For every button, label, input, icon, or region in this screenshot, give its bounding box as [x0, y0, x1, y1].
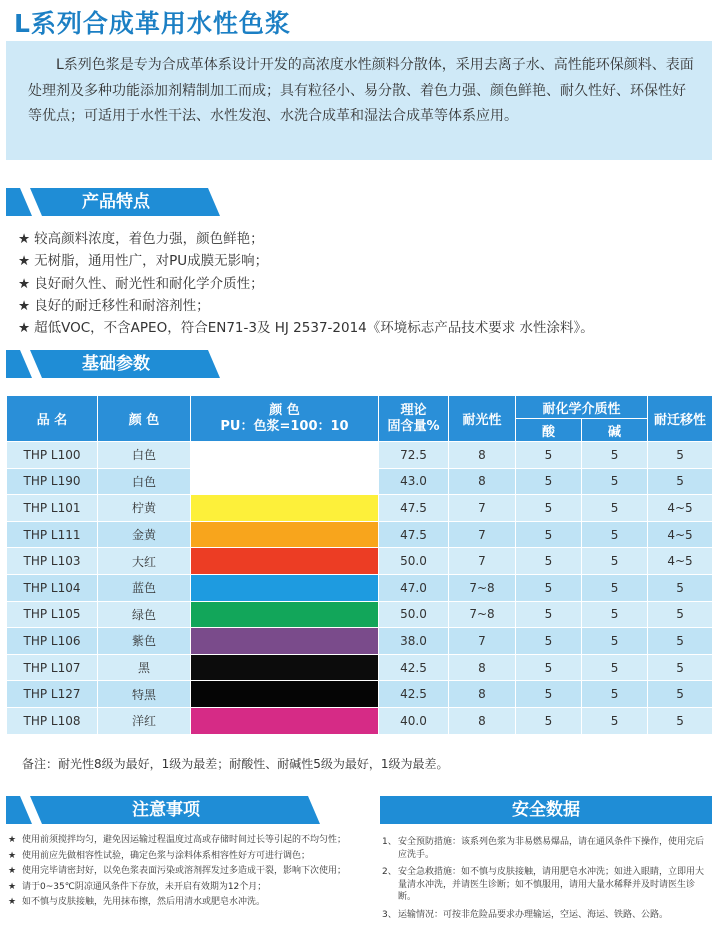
header-acid: 酸 [516, 419, 582, 442]
intro-paragraph: L系列色浆是专为合成革体系设计开发的高浓度水性颜料分散体，采用去离子水、高性能环保颜料、表面处理剂及多种功能添加剂精制加工而成；具有粒径小、易分散、着色力强、颜色鲜艳、耐久性好、环保性好等优点；可适用于水性干法、水性发泡、水洗合成革和湿法合成革等体系应用。 [6, 41, 712, 160]
cell-swatch [191, 468, 379, 495]
cell-acid: 5 [516, 654, 582, 681]
cell-migration: 5 [648, 681, 713, 708]
header-solid: 理论 固含量% [379, 396, 449, 442]
header-migration: 耐迁移性 [648, 396, 713, 442]
cell-swatch [191, 521, 379, 548]
cell-alkali: 5 [582, 442, 648, 469]
cell-light: 8 [449, 468, 516, 495]
cell-swatch [191, 574, 379, 601]
notice-item: ★ 请于0~35℃阴凉通风条件下存放，未开启有效期为12个月； [8, 881, 267, 892]
cell-acid: 5 [516, 681, 582, 708]
feature-list [18, 228, 708, 339]
cell-name: THP L111 [7, 521, 98, 548]
notice-item: ★ 使用前须搅拌均匀，避免因运输过程温度过高或存储时间过长等引起的不均匀性； [8, 835, 347, 845]
cell-alkali: 5 [582, 707, 648, 734]
cell-name: THP L106 [7, 628, 98, 655]
table-row [7, 707, 713, 734]
cell-name: THP L107 [7, 654, 98, 681]
stripe-decoration-icon [6, 796, 66, 824]
cell-light: 7~8 [449, 601, 516, 628]
header-name: 品 名 [7, 396, 98, 442]
cell-acid: 5 [516, 628, 582, 655]
header-chem: 耐化学介质性 [516, 396, 648, 419]
cell-acid: 5 [516, 442, 582, 469]
notice-item: ★ 使用前应先做相容性试验，确定色浆与涂料体系相容性好方可进行调色； [8, 850, 311, 861]
cell-alkali: 5 [582, 521, 648, 548]
cell-name: THP L190 [7, 468, 98, 495]
cell-swatch [191, 654, 379, 681]
cell-solid: 42.5 [379, 654, 449, 681]
cell-migration: 5 [648, 601, 713, 628]
cell-solid: 50.0 [379, 601, 449, 628]
cell-migration: 5 [648, 628, 713, 655]
table-row [7, 628, 713, 655]
stripe-decoration-icon [6, 350, 66, 378]
notice-list [8, 834, 358, 912]
section-title-safety: 安全数据 [380, 796, 712, 824]
cell-alkali: 5 [582, 681, 648, 708]
feature-item: ★ 无树脂，通用性广，对PU成膜无影响； [18, 253, 269, 270]
cell-light: 8 [449, 442, 516, 469]
feature-item: ★ 较高颜料浓度，着色力强，颜色鲜艳； [18, 231, 264, 247]
safety-item: 2、 安全急救措施：如不慎与皮肤接触，请用肥皂水冲洗；如进入眼睛，立即用大量清水冲洗，并请医生诊断；如不慎服用，请用大量水稀释并及时请医生诊断。 [382, 867, 705, 902]
cell-light: 8 [449, 707, 516, 734]
page-title: L系列合成革用水性色浆 [14, 9, 291, 38]
notice-item: ★ 如不慎与皮肤接触，先用抹布擦，然后用清水或肥皂水冲洗。 [8, 897, 266, 907]
cell-swatch [191, 548, 379, 575]
cell-solid: 38.0 [379, 628, 449, 655]
cell-color: 柠黄 [98, 495, 191, 522]
cell-light: 7 [449, 521, 516, 548]
header-color: 颜 色 [98, 396, 191, 442]
table-row [7, 442, 713, 469]
table-row [7, 468, 713, 495]
cell-migration: 4~5 [648, 495, 713, 522]
safety-item: 3、 运输情况：可按非危险品要求办理输运，空运、海运、铁路、公路。 [382, 909, 669, 920]
cell-solid: 50.0 [379, 548, 449, 575]
table-row [7, 574, 713, 601]
cell-color: 金黄 [98, 521, 191, 548]
feature-item: ★ 超低VOC，不含APEO，符合EN71-3及 HJ 2537-2014《环境标志产品技术要求 水性涂料》。 [18, 320, 594, 337]
cell-acid: 5 [516, 468, 582, 495]
header-light: 耐光性 [449, 396, 516, 442]
header-swatch: 颜 色 PU：色浆=100：10 [191, 396, 379, 442]
safety-item: 1、 安全预防措施：该系列色浆为非易燃易爆品，请在通风条件下操作，使用完后应洗手。 [382, 837, 705, 860]
cell-name: THP L100 [7, 442, 98, 469]
cell-migration: 4~5 [648, 521, 713, 548]
stripe-decoration-icon [6, 188, 66, 216]
cell-swatch [191, 681, 379, 708]
cell-alkali: 5 [582, 574, 648, 601]
cell-name: THP L127 [7, 681, 98, 708]
cell-name: THP L105 [7, 601, 98, 628]
cell-color: 特黑 [98, 681, 191, 708]
cell-swatch [191, 707, 379, 734]
cell-light: 8 [449, 654, 516, 681]
cell-swatch [191, 442, 379, 469]
section-title-notice: 注意事项 [6, 796, 296, 824]
section-header-params [6, 350, 226, 378]
cell-name: THP L108 [7, 707, 98, 734]
stripe-end-icon [196, 350, 226, 378]
cell-solid: 40.0 [379, 707, 449, 734]
section-title-params: 基础参数 [6, 350, 196, 378]
section-header-safety [380, 796, 712, 824]
parameter-table [6, 395, 713, 735]
table-row [7, 548, 713, 575]
header-alkali: 碱 [582, 419, 648, 442]
stripe-end-icon [296, 796, 326, 824]
cell-acid: 5 [516, 521, 582, 548]
cell-solid: 47.5 [379, 521, 449, 548]
safety-list [382, 836, 712, 926]
cell-acid: 5 [516, 707, 582, 734]
cell-migration: 4~5 [648, 548, 713, 575]
cell-light: 7 [449, 548, 516, 575]
cell-color: 白色 [98, 468, 191, 495]
cell-solid: 47.5 [379, 495, 449, 522]
table-row [7, 681, 713, 708]
cell-color: 洋红 [98, 707, 191, 734]
cell-alkali: 5 [582, 548, 648, 575]
cell-solid: 42.5 [379, 681, 449, 708]
table-row [7, 495, 713, 522]
cell-swatch [191, 628, 379, 655]
cell-color: 蓝色 [98, 574, 191, 601]
table-row [7, 601, 713, 628]
cell-solid: 72.5 [379, 442, 449, 469]
notice-item: ★ 使用完毕请密封好，以免色浆表面污染或溶剂挥发过多造成干裂，影响下次使用； [8, 866, 347, 876]
cell-swatch [191, 601, 379, 628]
cell-migration: 5 [648, 707, 713, 734]
cell-migration: 5 [648, 654, 713, 681]
cell-light: 7 [449, 628, 516, 655]
feature-item: ★ 良好的耐迁移性和耐溶剂性； [18, 297, 210, 314]
cell-color: 白色 [98, 442, 191, 469]
table-row [7, 521, 713, 548]
cell-color: 黑 [98, 654, 191, 681]
cell-alkali: 5 [582, 628, 648, 655]
table-row [7, 654, 713, 681]
cell-alkali: 5 [582, 495, 648, 522]
cell-name: THP L104 [7, 574, 98, 601]
cell-acid: 5 [516, 574, 582, 601]
cell-alkali: 5 [582, 468, 648, 495]
cell-color: 紫色 [98, 628, 191, 655]
cell-alkali: 5 [582, 654, 648, 681]
section-title-features: 产品特点 [6, 188, 196, 216]
cell-name: THP L101 [7, 495, 98, 522]
cell-migration: 5 [648, 442, 713, 469]
cell-migration: 5 [648, 468, 713, 495]
cell-name: THP L103 [7, 548, 98, 575]
section-header-notice [6, 796, 336, 824]
cell-acid: 5 [516, 548, 582, 575]
section-header-features [6, 188, 226, 216]
cell-alkali: 5 [582, 601, 648, 628]
cell-acid: 5 [516, 495, 582, 522]
cell-acid: 5 [516, 601, 582, 628]
cell-migration: 5 [648, 574, 713, 601]
feature-item: ★ 良好耐久性、耐光性和耐化学介质性； [18, 275, 264, 292]
stripe-end-icon [196, 188, 226, 216]
table-note: 备注：耐光性8级为最好，1级为最差；耐酸性、耐碱性5级为最好，1级为最差。 [22, 757, 449, 771]
cell-light: 7~8 [449, 574, 516, 601]
cell-light: 7 [449, 495, 516, 522]
cell-swatch [191, 495, 379, 522]
cell-solid: 47.0 [379, 574, 449, 601]
cell-color: 绿色 [98, 601, 191, 628]
cell-light: 8 [449, 681, 516, 708]
cell-color: 大红 [98, 548, 191, 575]
cell-solid: 43.0 [379, 468, 449, 495]
